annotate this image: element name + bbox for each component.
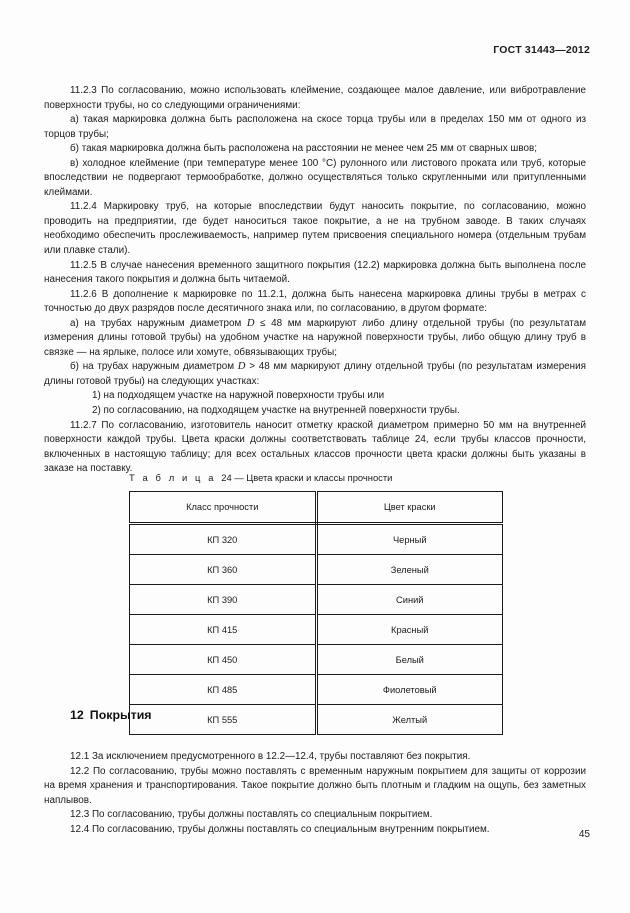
- cell-paint-color: Черный: [316, 524, 503, 555]
- table-row: [130, 645, 503, 675]
- cell-paint-color: Красный: [316, 615, 503, 645]
- table-row: [130, 555, 503, 585]
- table-caption-title: Цвета краски и классы прочности: [246, 472, 393, 483]
- table-caption-number-wrap: [216, 472, 392, 483]
- clause-11-2-6-item-b-prefix: б) на трубах наружным диаметром: [70, 361, 238, 373]
- column-header-paint-color: Цвет краски: [316, 492, 503, 524]
- cell-paint-color: Синий: [316, 585, 503, 615]
- cell-strength-class: КП 555: [130, 705, 317, 735]
- clause-11-2-6-item-b-suffix: > 48 мм маркируют длину отдельной трубы (по результатам измерения длины готовой трубы) на следующих участках:: [44, 361, 586, 387]
- clause-12-2: 12.2 По согласованию, трубы можно поставлять с временным наружным покрытием для защиты от коррозии на время хранения и транспортирования. Такое покрытие должно быть плотным и гладким на ощупь, без заметных наплывов.: [44, 765, 586, 806]
- clause-11-2-3-item-a: а) такая маркировка должна быть расположена на скосе торца трубы или в пределах 150 мм от одного из торцов трубы;: [44, 114, 586, 140]
- clause-11-2-7: 11.2.7 По согласованию, изготовитель наносит отметку краской диаметром примерно 50 мм на внутренней поверхности каждой трубы. Цвета краски должны соответствовать таблице 24, если трубы классов прочности, включенных в настоящую таблицу; для всех остальных классов прочности цвета краски должны быть указаны в заказе на поставку.: [44, 419, 586, 475]
- table-row: [130, 615, 503, 645]
- cell-strength-class: КП 390: [130, 585, 317, 615]
- clause-11-2-6-item-a-prefix: а) на трубах наружным диаметром: [70, 317, 247, 329]
- main-text-column: [44, 84, 586, 477]
- clause-11-2-4: 11.2.4 Маркировку труб, на которые впоследствии будут наносить покрытие, по согласованию, можно проводить на предприятии, где будет наноситься такое покрытие, а не на трубном заводе. В таких случаях необходимо обеспечить прослеживаемость, например путем присвоения специального номера (отдельным трубам или плавке стали).: [44, 201, 586, 257]
- page-number: 45: [578, 829, 590, 840]
- clause-12-1: 12.1 За исключением предусмотренного в 12.2—12.4, трубы поставляют без покрытия.: [70, 751, 471, 762]
- section-12-title: Покрытия: [89, 708, 152, 722]
- section-12-text-column: [44, 750, 586, 837]
- diameter-symbol-icon: D: [237, 361, 246, 373]
- clause-12-3: 12.3 По согласованию, трубы должны поставлять со специальным покрытием.: [70, 809, 433, 821]
- clause-11-2-3-item-b: б) такая маркировка должна быть расположена на расстоянии не менее чем 25 мм от сварных швов;: [70, 143, 537, 155]
- section-12-heading: [70, 708, 152, 722]
- cell-paint-color: Желтый: [316, 705, 503, 735]
- clause-11-2-6-item-b: [44, 360, 586, 389]
- table-caption-number: 24: [221, 472, 232, 483]
- cell-paint-color: Белый: [316, 645, 503, 675]
- cell-strength-class: КП 415: [130, 615, 317, 645]
- table-caption-dash: —: [234, 472, 244, 483]
- clause-11-2-6-item-b-sub-1: 1) на подходящем участке на наружной поверхности трубы или: [92, 390, 385, 402]
- table-24: [129, 491, 503, 735]
- clause-11-2-5: 11.2.5 В случае нанесения временного защитного покрытия (12.2) маркировка должна быть выполнена после нанесения такого покрытия и должна быть читаемой.: [44, 259, 586, 286]
- clause-12-4: 12.4 По согласованию, трубы должны поставлять со специальным внутренним покрытием.: [70, 823, 490, 835]
- cell-paint-color: Зеленый: [316, 555, 503, 585]
- table-row: [130, 524, 503, 555]
- running-header-standard-number: ГОСТ 31443—2012: [493, 44, 590, 56]
- diameter-symbol-icon: D: [246, 317, 255, 329]
- section-12-number: 12: [70, 708, 84, 722]
- cell-paint-color: Фиолетовый: [316, 675, 503, 705]
- table-24-body: [130, 524, 503, 735]
- table-row: [130, 705, 503, 735]
- clause-11-2-3-item-v: в) холодное клеймение (при температуре менее 100 °С) рулонного или листового проката или труб, которые впоследствии не подвергают термообработке, должно осуществляться только скругленными или притупленными клеймами.: [44, 157, 586, 198]
- cell-strength-class: КП 360: [130, 555, 317, 585]
- clause-11-2-6-item-a-suffix: ≤ 48 мм маркируют либо длину отдельной трубы (по результатам измерения длины готовой трубы) на удобном участке на наружной поверхности трубы, либо общую длину труб в связке — на ярлыке, полосе или хомуте, обвязывающих трубы;: [44, 317, 586, 358]
- table-header-row: [130, 492, 503, 524]
- cell-strength-class: КП 320: [130, 524, 317, 555]
- table-caption-label: Т а б л и ц а: [129, 472, 217, 483]
- table-row: [130, 585, 503, 615]
- cell-strength-class: КП 485: [130, 675, 317, 705]
- clause-11-2-6: 11.2.6 В дополнение к маркировке по 11.2.1, должна быть нанесена маркировка длины трубы в метрах с точностью до двух разрядов после десятичного знака или, по согласованию, в другом формате:: [44, 288, 586, 315]
- table-row: [130, 675, 503, 705]
- cell-strength-class: КП 450: [130, 645, 317, 675]
- clause-11-2-6-item-b-sub-2: 2) по согласованию, на подходящем участке на внутренней поверхности трубы.: [92, 405, 460, 417]
- table-24-caption: [129, 471, 503, 484]
- column-header-strength-class: Класс прочности: [130, 492, 317, 524]
- table-24-block: [129, 471, 503, 735]
- clause-11-2-6-item-a: [44, 317, 586, 361]
- clause-11-2-3: 11.2.3 По согласованию, можно использовать клеймение, создающее малое давление, или вибротравление поверхности трубы, но со следующими ограничениями:: [44, 85, 586, 111]
